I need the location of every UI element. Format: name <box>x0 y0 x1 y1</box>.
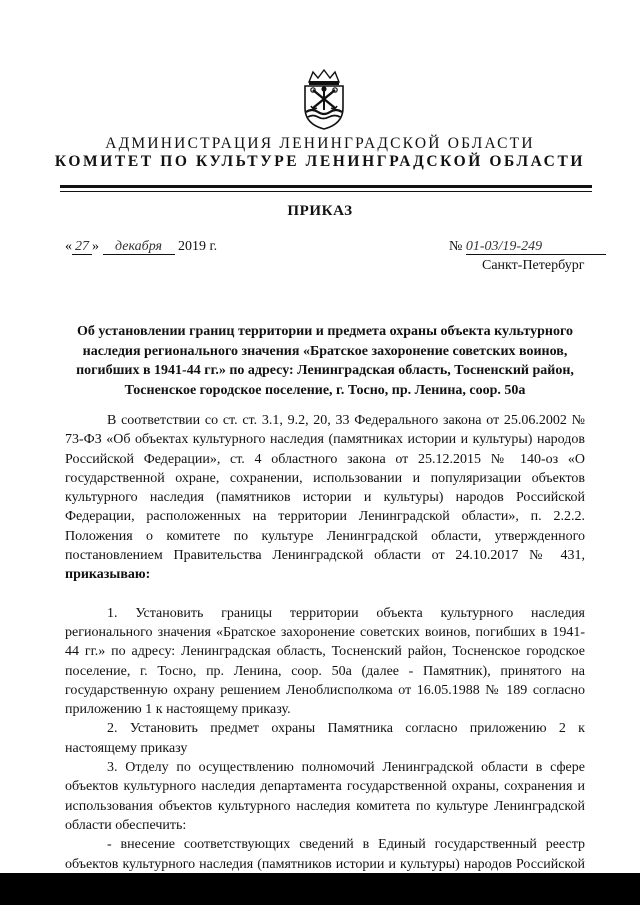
number-sign: № <box>449 239 463 254</box>
preamble-text: В соответствии со ст. ст. 3.1, 9.2, 20, 33 Федерального закона от 25.06.2002 № 73-ФЗ «Об объектах культурного наследия (памятниках истории и культуры) народов Российской Федерации», ст. 4 областного закона от 25.12.2015 № 140-оз «О государственной охране, сохранении, использовании и популяризации объектов культурного наследия (памятников истории и культуры) народов Российской Федерации, расположенных на территории Ленинградской области», п. 2.2.2. Положения о комитете по культуре Ленинградской области, утвержденного постановлением Правительства Ленинградской области от 24.10.2017 № 431, <box>65 413 585 564</box>
item-1: 1. Установить границы территории объекта культурного наследия регионального значения «Братское захоронение советских воинов, погибших в 1941-44 гг.» по адресу: Ленинградская область, Тосненский район, Тосненское городское поселение, г. Тосно, пр. Ленина, соор. 50а (далее - Памятник), принятого на государственную охрану решением Леноблисполкома от 16.05.1988 № 189 согласно приложению 1 к настоящему приказу. <box>65 605 585 718</box>
scan-bottom-edge <box>0 873 640 905</box>
paragraph-gap <box>65 585 585 604</box>
date-year: 2019 г. <box>178 239 218 254</box>
header-divider-thin <box>60 191 592 192</box>
order-subject: Об установлении границ территории и предмета охраны объекта культурного наследия регионального значения «Братское захоронение советских воинов, погибших в 1941-44 гг.» по адресу: Ленинградская область, Тосненский район, Тосненское городское поселение, г. Тосно, пр. Ленина, соор. 50а <box>76 324 574 398</box>
order-date <box>65 239 217 255</box>
order-body <box>65 411 585 893</box>
leningrad-oblast-coat-of-arms-icon <box>299 68 349 130</box>
document-title: ПРИКАЗ <box>287 203 353 219</box>
preamble-paragraph <box>65 411 585 585</box>
order-number-handwritten: 01-03/19-249 <box>466 240 606 255</box>
item-3-sub-1: - внесение соответствующих сведений в Единый государственный реестр объектов культурного наследия (памятников истории и культуры) народов Российской <box>65 837 585 872</box>
order-number <box>449 239 606 255</box>
item-3: 3. Отделу по осуществлению полномочий Ленинградской области в сфере объектов культурного наследия департамента государственной охраны, сохранения и использования объектов культурного наследия комитета по культуре Ленинградской области обеспечить: <box>65 760 585 833</box>
date-month-handwritten: декабря <box>103 240 175 255</box>
organization-name-line-1: АДМИНИСТРАЦИЯ ЛЕНИНГРАДСКОЙ ОБЛАСТИ <box>105 135 535 152</box>
header-divider-thick <box>60 185 592 188</box>
order-city: Санкт-Петербург <box>482 258 585 273</box>
item-2: 2. Установить предмет охраны Памятника согласно приложению 2 к настоящему приказу <box>65 721 585 756</box>
order-word: приказываю: <box>65 567 151 583</box>
organization-name-line-2: КОМИТЕТ ПО КУЛЬТУРЕ ЛЕНИНГРАДСКОЙ ОБЛАСТИ <box>54 153 586 170</box>
date-quote-close: » <box>92 239 99 254</box>
date-day-handwritten: 27 <box>72 240 92 255</box>
date-quote-open: « <box>65 239 72 254</box>
